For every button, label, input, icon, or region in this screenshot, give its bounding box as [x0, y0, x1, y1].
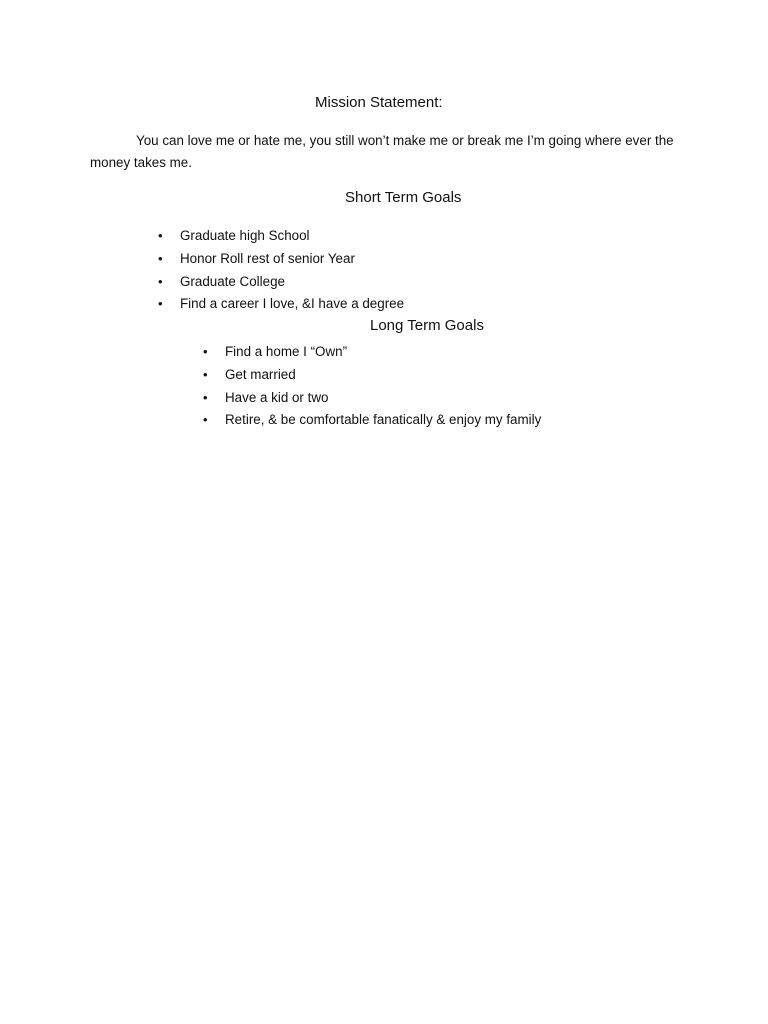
- mission-statement-heading: Mission Statement:: [315, 94, 443, 111]
- bullet-icon: •: [158, 296, 163, 312]
- short-term-goals-list: [158, 225, 404, 316]
- list-item: [203, 364, 541, 387]
- goal-text: Find a career I love, &I have a degree: [180, 296, 405, 312]
- list-item: [158, 293, 404, 316]
- bullet-icon: •: [203, 366, 208, 382]
- goal-text: Retire, & be comfortable fanatically & enjoy my family: [225, 412, 542, 428]
- list-item: [158, 225, 404, 248]
- list-item: [158, 271, 404, 294]
- list-item: [158, 248, 404, 271]
- bullet-icon: •: [203, 412, 208, 428]
- bullet-icon: •: [158, 250, 163, 266]
- short-term-goals-heading: Short Term Goals: [345, 189, 462, 206]
- goal-text: Graduate high School: [180, 228, 310, 243]
- bullet-icon: •: [158, 273, 163, 289]
- bullet-icon: •: [203, 389, 208, 405]
- goal-text: Honor Roll rest of senior Year: [180, 250, 355, 266]
- list-item: [203, 387, 541, 410]
- list-item: [203, 409, 541, 432]
- mission-statement-text: You can love me or hate me, you still won’t make me or break me I’m going where ever the money takes me.: [90, 133, 674, 170]
- goal-text: Graduate College: [180, 273, 285, 289]
- bullet-icon: •: [203, 344, 208, 359]
- goal-text: Get married: [225, 366, 296, 382]
- list-item: [203, 341, 541, 364]
- goal-text: Have a kid or two: [225, 389, 329, 405]
- long-term-goals-heading: Long Term Goals: [370, 317, 484, 334]
- long-term-goals-list: [203, 341, 541, 432]
- goal-text: Find a home I “Own”: [225, 344, 348, 359]
- bullet-icon: •: [158, 228, 163, 243]
